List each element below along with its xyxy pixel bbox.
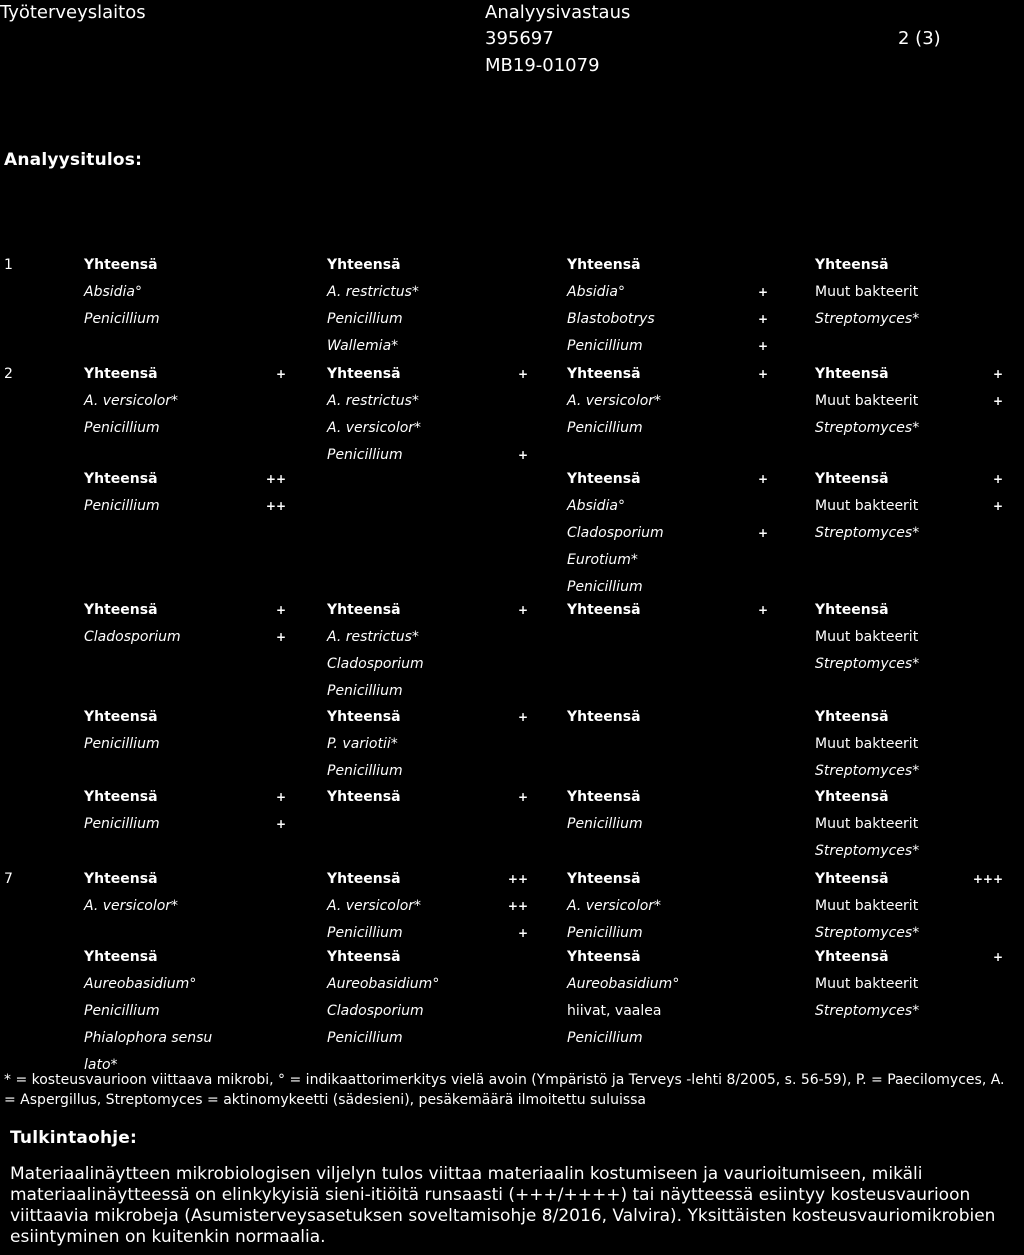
organism-name: Streptomyces*	[815, 925, 920, 941]
document-type: Analyysivastaus	[485, 2, 631, 23]
organism-name: Wallemia*	[327, 338, 399, 354]
abundance-grade: +	[517, 603, 528, 617]
organism-name: Streptomyces*	[815, 656, 920, 672]
guide-title: Tulkintaohje:	[10, 1128, 138, 1148]
organism-name: Eurotium*	[567, 552, 638, 568]
abundance-grade: +	[275, 630, 286, 644]
organism-name: Penicillium	[327, 683, 403, 699]
abundance-grade: +	[275, 790, 286, 804]
organism-name: Blastobotrys	[567, 311, 655, 327]
sample-code: MB19-01079	[485, 55, 600, 76]
total-label: Yhteensä	[327, 949, 401, 965]
guide-text: Materiaalinäytteen mikrobiologisen viljelyn tulos viittaa materiaalin kostumiseen ja vaurioitumiseen, mikäli materiaalinäytteessä on elinkykyisiä sieni-itiöitä runsaasti (+++/++++) tai näytteessä esiintyy kosteusvaurioon viittaavia mikrobeja (Asumisterveysasetuksen soveltamisohje 8/2016, Valvira). Yksittäisten kosteusvauriomikrobien esiintyminen on kuitenkin normaalia.	[10, 1164, 996, 1247]
organism-name: Penicillium	[327, 311, 403, 327]
total-label: Yhteensä	[815, 709, 889, 725]
organism-name: A. versicolor*	[327, 420, 422, 436]
page-number: 2 (3)	[898, 28, 941, 49]
total-label: Yhteensä	[84, 366, 158, 382]
organism-name: Penicillium	[84, 1003, 160, 1019]
organism-name: A. restrictus*	[327, 393, 419, 409]
abundance-grade: +	[757, 472, 768, 486]
total-label: Yhteensä	[84, 789, 158, 805]
sample-number: 2	[4, 366, 13, 382]
abundance-grade: +	[757, 312, 768, 326]
organism-name: hiivat, vaalea	[567, 1003, 662, 1019]
total-label: Yhteensä	[84, 709, 158, 725]
total-label: Yhteensä	[84, 602, 158, 618]
organism-name: Cladosporium	[567, 525, 664, 541]
organism-name: Penicillium	[567, 338, 643, 354]
organism-name: Penicillium	[567, 579, 643, 595]
abundance-grade: +	[517, 367, 528, 381]
lab-name: Työterveyslaitos	[0, 2, 146, 23]
abundance-grade: +	[517, 448, 528, 462]
organism-name: Muut bakteerit	[815, 498, 919, 514]
total-label: Yhteensä	[567, 871, 641, 887]
organism-name: Phialophora sensu	[84, 1030, 213, 1046]
abundance-grade: +	[517, 790, 528, 804]
abundance-grade: +	[992, 394, 1003, 408]
total-label: Yhteensä	[327, 257, 401, 273]
total-label: Yhteensä	[567, 789, 641, 805]
total-label: Yhteensä	[567, 471, 641, 487]
total-label: Yhteensä	[815, 949, 889, 965]
organism-name: Cladosporium	[84, 629, 181, 645]
organism-name: Absidia°	[567, 498, 626, 514]
organism-name: A. versicolor*	[567, 898, 662, 914]
total-label: Yhteensä	[815, 789, 889, 805]
total-label: Yhteensä	[327, 709, 401, 725]
abundance-grade: +++	[972, 872, 1003, 886]
organism-name: Penicillium	[84, 420, 160, 436]
total-label: Yhteensä	[327, 366, 401, 382]
total-label: Yhteensä	[567, 257, 641, 273]
total-label: Yhteensä	[567, 602, 641, 618]
total-label: Yhteensä	[815, 602, 889, 618]
organism-name: A. restrictus*	[327, 284, 419, 300]
organism-name: Aureobasidium°	[84, 976, 197, 992]
abundance-grade: +	[992, 367, 1003, 381]
organism-name: Penicillium	[567, 1030, 643, 1046]
organism-name: Streptomyces*	[815, 843, 920, 859]
abundance-grade: +	[275, 817, 286, 831]
total-label: Yhteensä	[84, 871, 158, 887]
organism-name: Muut bakteerit	[815, 629, 919, 645]
abundance-grade: ++	[265, 499, 286, 513]
organism-name: Muut bakteerit	[815, 393, 919, 409]
organism-name: Muut bakteerit	[815, 736, 919, 752]
organism-name: Muut bakteerit	[815, 976, 919, 992]
total-label: Yhteensä	[815, 366, 889, 382]
report-number: 395697	[485, 28, 554, 49]
total-label: Yhteensä	[327, 602, 401, 618]
abundance-grade: +	[757, 526, 768, 540]
organism-name: Penicillium	[84, 736, 160, 752]
organism-name: Streptomyces*	[815, 763, 920, 779]
organism-name: Penicillium	[567, 925, 643, 941]
organism-name: Penicillium	[327, 447, 403, 463]
organism-name: Streptomyces*	[815, 420, 920, 436]
abundance-grade: +	[517, 710, 528, 724]
total-label: Yhteensä	[327, 789, 401, 805]
organism-name: lato*	[84, 1057, 118, 1073]
organism-name: Penicillium	[84, 816, 160, 832]
abundance-grade: +	[757, 367, 768, 381]
sample-number: 1	[4, 257, 13, 273]
total-label: Yhteensä	[327, 871, 401, 887]
total-label: Yhteensä	[567, 949, 641, 965]
abundance-grade: ++	[507, 872, 528, 886]
organism-name: Streptomyces*	[815, 311, 920, 327]
abundance-grade: +	[517, 926, 528, 940]
organism-name: Penicillium	[327, 763, 403, 779]
organism-name: Penicillium	[327, 925, 403, 941]
organism-name: Absidia°	[84, 284, 143, 300]
organism-name: Absidia°	[567, 284, 626, 300]
abundance-grade: +	[757, 339, 768, 353]
organism-name: Muut bakteerit	[815, 898, 919, 914]
organism-name: Penicillium	[84, 311, 160, 327]
organism-name: A. versicolor*	[567, 393, 662, 409]
organism-name: Penicillium	[567, 420, 643, 436]
organism-name: Muut bakteerit	[815, 284, 919, 300]
organism-name: P. variotii*	[327, 736, 398, 752]
organism-name: Cladosporium	[327, 1003, 424, 1019]
total-label: Yhteensä	[815, 257, 889, 273]
organism-name: Penicillium	[567, 816, 643, 832]
total-label: Yhteensä	[567, 366, 641, 382]
total-label: Yhteensä	[84, 471, 158, 487]
section-title: Analyysitulos:	[4, 150, 143, 170]
organism-name: A. versicolor*	[84, 898, 179, 914]
organism-name: A. versicolor*	[327, 898, 422, 914]
footnote: * = kosteusvaurioon viittaava mikrobi, ° = indikaattorimerkitys vielä avoin (Ympäristö ja Terveys -lehti 8/2005, s. 56-59), P. = Paecilomyces, A. = Aspergillus, Streptomyces = aktinomykeetti (sädesieni), pesäkemäärä ilmoitettu suluissa	[4, 1072, 1005, 1108]
organism-name: Penicillium	[84, 498, 160, 514]
organism-name: Penicillium	[327, 1030, 403, 1046]
abundance-grade: ++	[265, 472, 286, 486]
abundance-grade: +	[992, 472, 1003, 486]
total-label: Yhteensä	[815, 871, 889, 887]
abundance-grade: +	[275, 603, 286, 617]
organism-name: A. versicolor*	[84, 393, 179, 409]
abundance-grade: +	[992, 499, 1003, 513]
organism-name: Cladosporium	[327, 656, 424, 672]
abundance-grade: +	[275, 367, 286, 381]
total-label: Yhteensä	[567, 709, 641, 725]
organism-name: Streptomyces*	[815, 1003, 920, 1019]
sample-number: 7	[4, 871, 13, 887]
organism-name: Aureobasidium°	[327, 976, 440, 992]
organism-name: A. restrictus*	[327, 629, 419, 645]
total-label: Yhteensä	[84, 257, 158, 273]
total-label: Yhteensä	[815, 471, 889, 487]
abundance-grade: +	[757, 603, 768, 617]
abundance-grade: +	[757, 285, 768, 299]
organism-name: Streptomyces*	[815, 525, 920, 541]
abundance-grade: ++	[507, 899, 528, 913]
total-label: Yhteensä	[84, 949, 158, 965]
organism-name: Muut bakteerit	[815, 816, 919, 832]
abundance-grade: +	[992, 950, 1003, 964]
organism-name: Aureobasidium°	[567, 976, 680, 992]
